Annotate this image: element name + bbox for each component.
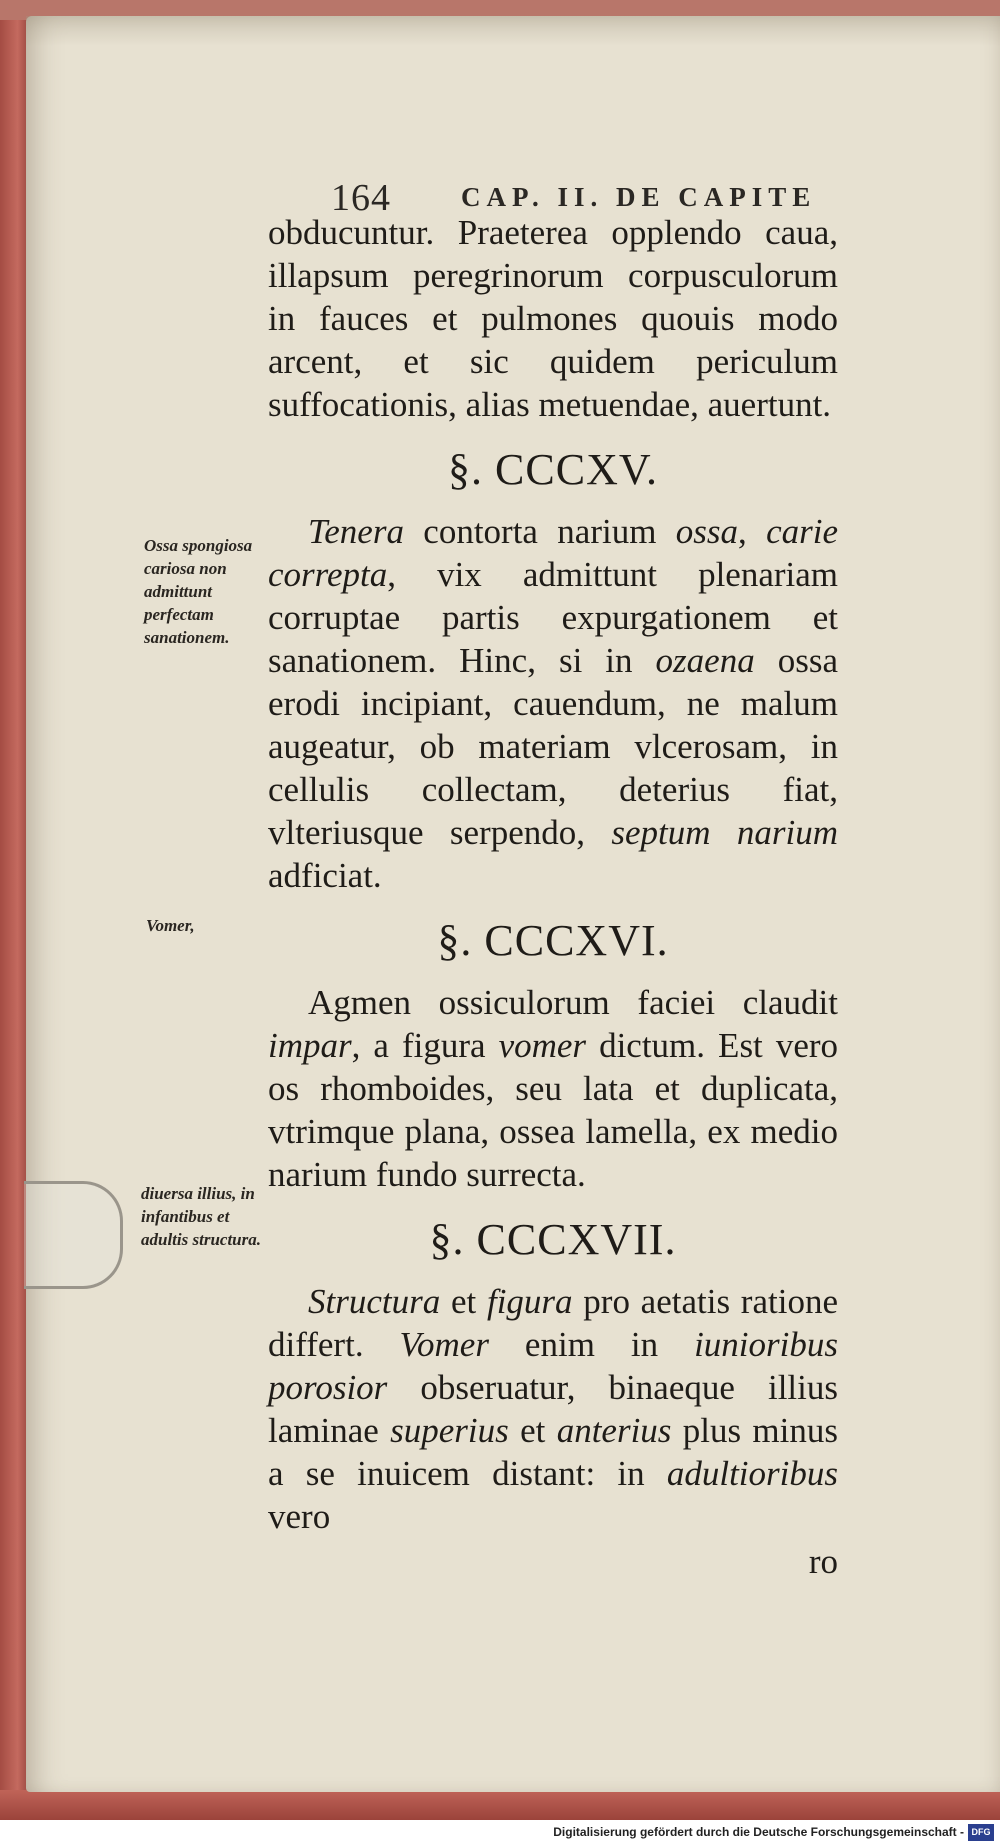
- page-clip-tab: [24, 1181, 123, 1289]
- text-run: figura: [486, 1282, 573, 1321]
- text-run: superius: [390, 1411, 509, 1450]
- text-run: Agmen ossiculorum faciei claudit: [308, 983, 838, 1022]
- text-run: vomer: [498, 1026, 587, 1065]
- footer-credit: Digitalisierung gefördert durch die Deutsche Forschungsgemeinschaft -: [553, 1825, 964, 1839]
- text-run: Tenera: [308, 512, 404, 551]
- section-heading-317: §. CCCXVII.: [429, 1215, 677, 1264]
- text-run: enim in: [488, 1325, 695, 1364]
- paragraph-317-text: [268, 1280, 838, 1538]
- text-run: vero: [268, 1497, 331, 1536]
- text-run: plus minus a se inuicem distant: in: [268, 1411, 839, 1493]
- page-number: 164: [331, 177, 391, 219]
- section-heading-315: §. CCCXV.: [448, 445, 658, 494]
- paragraph-317: [268, 1280, 838, 1583]
- main-text: [268, 211, 838, 1583]
- text-run: septum narium: [611, 813, 838, 852]
- margin-note-vomer: Vomer,: [146, 916, 195, 935]
- text-run: iunioribus porosior: [268, 1325, 838, 1407]
- dfg-logo-icon: DFG: [968, 1824, 994, 1841]
- text-run: ossa: [675, 512, 738, 551]
- text-run: ozaena: [655, 641, 755, 680]
- book-edge-bottom: [0, 1790, 1000, 1820]
- paragraph-315: [268, 510, 838, 897]
- text-run: , a figura: [351, 1026, 499, 1065]
- text-run: impar: [268, 1026, 352, 1065]
- paragraph-316-text: [268, 981, 838, 1196]
- chapter-title: CAP. II. DE CAPITE: [461, 182, 817, 212]
- text-run: Structura: [308, 1282, 441, 1321]
- text-run: adultioribus: [666, 1454, 838, 1493]
- margin-note-structura: diuersa illius, in infantibus et adultis structura.: [141, 1184, 261, 1249]
- text-run: ,: [738, 512, 767, 551]
- intro-text: obducuntur. Praeterea opplendo caua, illapsum peregrinorum corpusculorum in fauces et pulmones quouis modo arcent, et sic quidem periculum suffocationis, alias metuendae, auertunt.: [268, 213, 838, 424]
- page-shadow: [26, 16, 1000, 46]
- catchword: ro: [808, 1542, 838, 1581]
- text-run: dictum. Est vero os rhomboides, seu lata et duplicata, vtrimque plana, ossea lamella, ex medio narium fundo surrecta.: [268, 1026, 839, 1194]
- text-run: pro aetatis ratione differt.: [268, 1282, 838, 1364]
- section-heading-316: §. CCCXVI.: [437, 916, 669, 965]
- text-run: et: [508, 1411, 557, 1450]
- text-run: carie correpta: [268, 512, 838, 594]
- paragraph-315-text: [268, 510, 838, 897]
- text-run: ossa erodi incipiant, cauendum, ne malum augeatur, ob materiam vlcerosam, in cellulis collectam, deterius fiat, vlteriusque serpendo,: [268, 641, 838, 852]
- text-run: et: [440, 1282, 487, 1321]
- footer-bar: [0, 1820, 1000, 1847]
- text-run: , vix admittunt plenariam corruptae partis expurgationem et sanationem. Hinc, si in: [268, 555, 838, 680]
- paragraph-intro: [268, 211, 838, 426]
- text-run: contorta narium: [403, 512, 676, 551]
- text-run: anterius: [556, 1411, 672, 1450]
- book-page: [26, 16, 1000, 1792]
- text-run: Vomer: [399, 1325, 489, 1364]
- paragraph-316: [268, 981, 838, 1196]
- text-run: adficiat.: [268, 856, 382, 895]
- margin-note-ossa: Ossa spongiosa cariosa non admittunt perfectam sanationem.: [144, 536, 253, 647]
- text-run: obseruatur, binaeque illius laminae: [268, 1368, 838, 1450]
